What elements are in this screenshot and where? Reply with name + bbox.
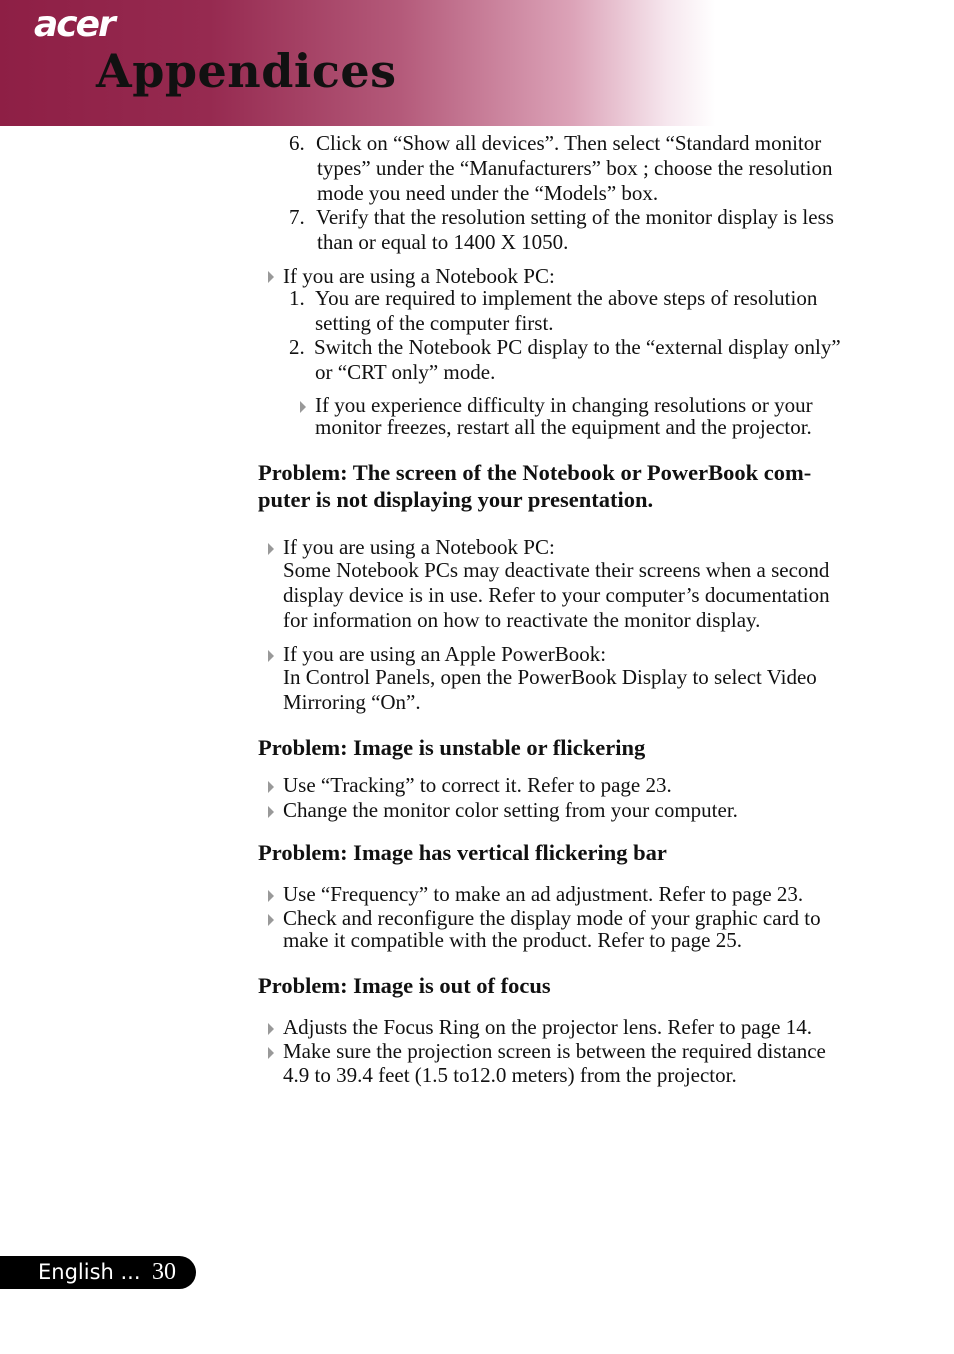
- bullet-arrow-icon: [268, 1047, 274, 1059]
- bullet-text: make it compatible with the product. Refer to page 25.: [283, 928, 742, 952]
- step-text: mode you need under the “Models” box.: [317, 181, 659, 205]
- bullet-text: 4.9 to 39.4 feet (1.5 to12.0 meters) from the projector.: [283, 1063, 737, 1087]
- step-number: 2.: [289, 335, 305, 359]
- step-number: 6.: [289, 131, 305, 155]
- page-number: 30: [152, 1259, 176, 1285]
- problem-heading: Problem: Image is out of focus: [258, 973, 551, 998]
- step-text: or “CRT only” mode.: [315, 360, 496, 384]
- step-text: setting of the computer first.: [315, 311, 554, 335]
- bullet-arrow-icon: [268, 890, 274, 902]
- bullet-text: In Control Panels, open the PowerBook Display to select Video: [283, 665, 817, 689]
- bullet-arrow-icon: [268, 271, 274, 283]
- bullet-text: If you are using a Notebook PC:: [283, 264, 555, 288]
- bullet-text: If you are using an Apple PowerBook:: [283, 642, 607, 666]
- problem-heading: Problem: Image is unstable or flickering: [258, 735, 646, 760]
- note-text: If you experience difficulty in changing resolutions or your: [315, 393, 813, 417]
- bullet-arrow-icon: [268, 781, 274, 793]
- bullet-arrow-icon: [300, 401, 306, 413]
- bullet-arrow-icon: [268, 914, 274, 926]
- problem-heading: puter is not displaying your presentation.: [258, 487, 654, 512]
- bullet-text: Use “Tracking” to correct it. Refer to page 23.: [283, 773, 672, 797]
- bullet-text: If you are using a Notebook PC:: [283, 535, 555, 559]
- problem-heading: Problem: Image has vertical flickering bar: [258, 840, 667, 865]
- bullet-text: for information on how to reactivate the monitor display.: [283, 608, 761, 632]
- bullet-arrow-icon: [268, 1023, 274, 1035]
- step-text: Click on “Show all devices”. Then select “Standard monitor: [316, 131, 822, 155]
- page-title: Appendices: [96, 44, 397, 98]
- bullet-text: Change the monitor color setting from your computer.: [283, 798, 738, 822]
- bullet-text: Mirroring “On”.: [283, 690, 421, 714]
- bullet-text: display device is in use. Refer to your computer’s documentation: [283, 583, 830, 607]
- bullet-arrow-icon: [268, 806, 274, 818]
- bullet-text: Adjusts the Focus Ring on the projector lens. Refer to page 14.: [283, 1015, 812, 1039]
- footer-language: English ...: [38, 1260, 141, 1284]
- step-text: than or equal to 1400 X 1050.: [317, 230, 569, 254]
- step-number: 1.: [289, 286, 305, 310]
- bullet-text: Check and reconfigure the display mode of your graphic card to: [283, 906, 821, 930]
- acer-logo: acer: [34, 4, 114, 45]
- step-text: Verify that the resolution setting of the monitor display is less: [316, 205, 834, 229]
- bullet-arrow-icon: [268, 650, 274, 662]
- step-number: 7.: [289, 205, 305, 229]
- note-text: monitor freezes, restart all the equipment and the projector.: [315, 415, 812, 439]
- step-text: types” under the “Manufacturers” box ; choose the resolution: [317, 156, 833, 180]
- bullet-text: Make sure the projection screen is between the required distance: [283, 1039, 826, 1063]
- problem-heading: Problem: The screen of the Notebook or PowerBook com-: [258, 460, 812, 485]
- bullet-arrow-icon: [268, 543, 274, 555]
- step-text: Switch the Notebook PC display to the “external display only”: [314, 335, 841, 359]
- bullet-text: Some Notebook PCs may deactivate their screens when a second: [283, 558, 830, 582]
- step-text: You are required to implement the above steps of resolution: [315, 286, 818, 310]
- bullet-text: Use “Frequency” to make an ad adjustment. Refer to page 23.: [283, 882, 804, 906]
